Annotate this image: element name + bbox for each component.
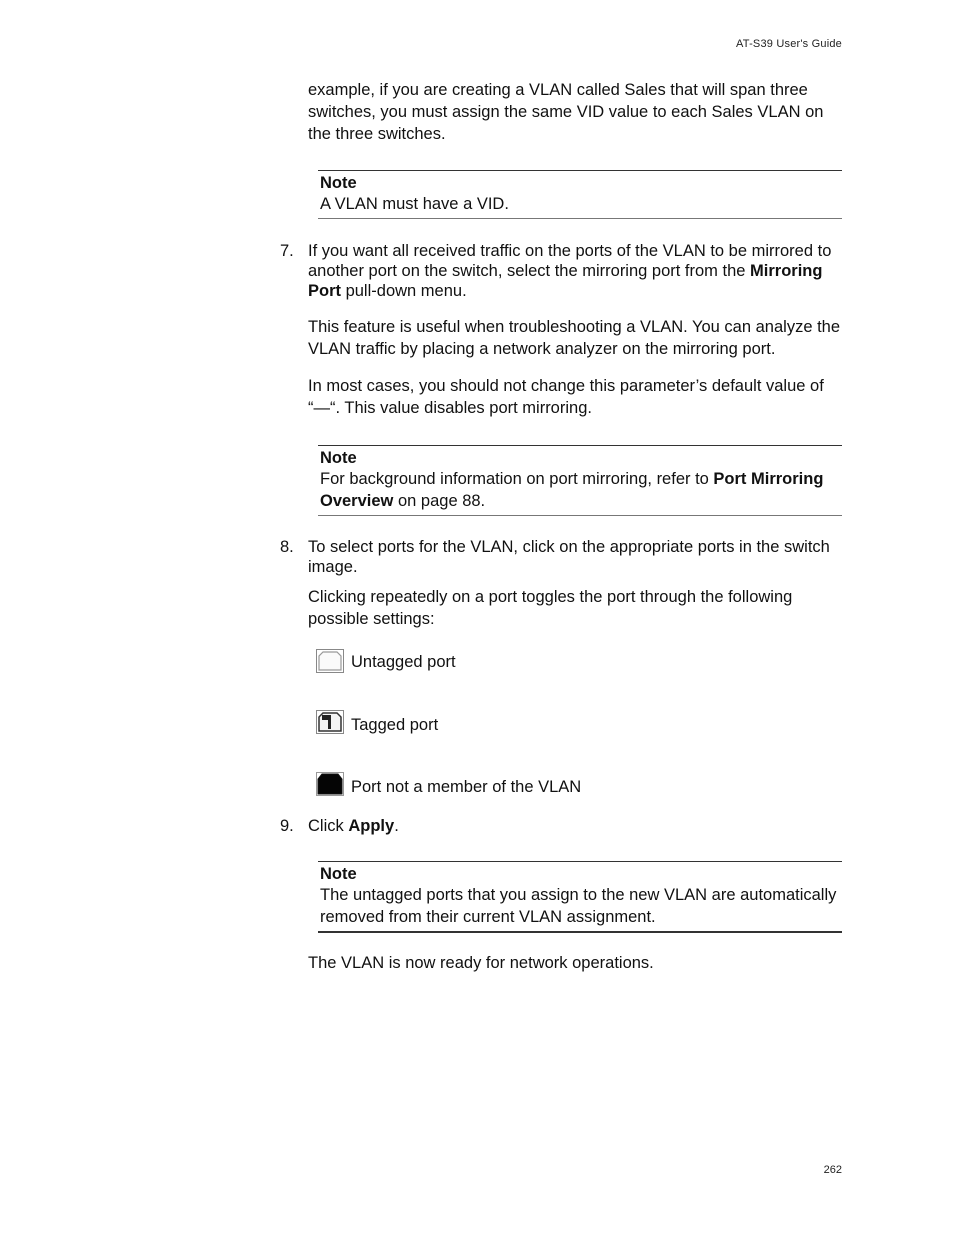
note-title: Note bbox=[320, 449, 357, 467]
note-body: A VLAN must have a VID. bbox=[320, 195, 509, 213]
note-title: Note bbox=[320, 174, 357, 192]
step-number-8: 8. bbox=[280, 538, 294, 556]
non-member-port-label: Port not a member of the VLAN bbox=[351, 778, 582, 796]
note-box-vid bbox=[318, 170, 842, 219]
step-7-text-after: pull-down menu. bbox=[341, 282, 467, 300]
note-box-mirroring bbox=[318, 445, 842, 516]
note-title: Note bbox=[320, 865, 357, 883]
step-7-text-before: If you want all received traffic on the ports of the VLAN to be mirrored to another port on the switch, select the mirroring port from the bbox=[308, 242, 832, 280]
note-text-before: For background information on port mirroring, refer to bbox=[320, 470, 714, 488]
step-7-paragraph-2: In most cases, you should not change this parameter’s default value of “—“. This value disables port mirroring. bbox=[308, 377, 824, 417]
running-header: AT-S39 User's Guide bbox=[736, 38, 842, 50]
untagged-port-label: Untagged port bbox=[351, 653, 456, 671]
tagged-port-icon bbox=[316, 710, 344, 734]
step-number-7: 7. bbox=[280, 242, 294, 260]
step-9-text-after: . bbox=[394, 817, 399, 835]
intro-paragraph: example, if you are creating a VLAN called Sales that will span three switches, you must assign the same VID value to each Sales VLAN on the three switches. bbox=[308, 81, 824, 143]
page-number: 262 bbox=[823, 1164, 842, 1176]
step-8-text: To select ports for the VLAN, click on the appropriate ports in the switch image. bbox=[308, 538, 830, 576]
apply-label: Apply bbox=[348, 817, 395, 835]
mirroring-port-label: Mirroring Port bbox=[308, 262, 823, 300]
step-7-text bbox=[308, 241, 848, 301]
note-body: The untagged ports that you assign to the new VLAN are automatically removed from their current VLAN assignment. bbox=[320, 886, 837, 926]
note-box-untagged bbox=[318, 861, 842, 933]
note-text-after: on page 88. bbox=[393, 492, 486, 510]
non-member-port-icon bbox=[316, 772, 344, 796]
port-mirroring-overview-reference: Port Mirroring Overview bbox=[320, 470, 824, 510]
untagged-port-icon bbox=[316, 649, 344, 673]
step-9-text bbox=[308, 816, 848, 836]
step-number-9: 9. bbox=[280, 817, 294, 835]
step-7-paragraph-1: This feature is useful when troubleshooting a VLAN. You can analyze the VLAN traffic by placing a network analyzer on the mirroring port. bbox=[308, 318, 841, 358]
tagged-port-label: Tagged port bbox=[351, 716, 439, 734]
step-9-text-before: Click bbox=[308, 817, 349, 835]
closing-paragraph: The VLAN is now ready for network operations. bbox=[308, 954, 654, 972]
step-8-paragraph-1: Clicking repeatedly on a port toggles the port through the following possible settings: bbox=[308, 588, 793, 628]
